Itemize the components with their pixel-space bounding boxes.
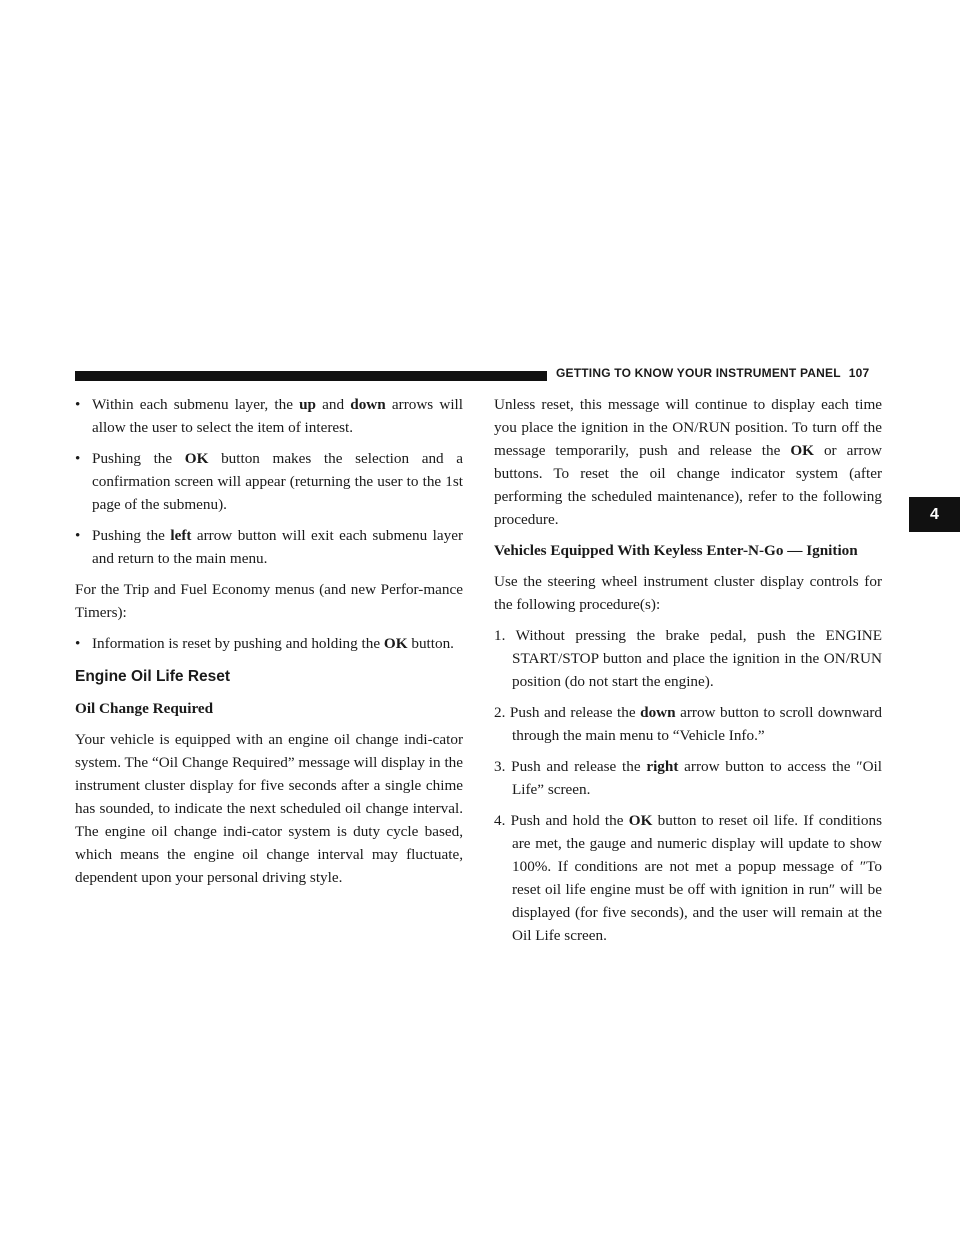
bullet-item	[75, 632, 463, 655]
text: and	[322, 396, 345, 413]
paragraph-unless-reset	[494, 393, 882, 531]
text: Pushing the	[92, 450, 173, 467]
subheading: Oil Change Required	[75, 700, 214, 717]
step-number: 4.	[494, 812, 506, 829]
keyword: OK	[383, 635, 408, 652]
page-number: 107	[848, 366, 870, 380]
keyword: OK	[184, 450, 209, 467]
bullet-mark: •	[75, 396, 81, 413]
section-heading: Engine Oil Life Reset	[75, 668, 231, 685]
running-head	[556, 366, 882, 380]
keyword: right	[646, 758, 679, 775]
text: Push and release the	[509, 704, 636, 721]
text: arrows will allow the user to select the item of interest.	[92, 396, 463, 436]
bullet-item	[75, 393, 463, 439]
text: button makes the selection and a confirmation screen will appear (returning the user to the 1st page of the submenu).	[92, 450, 464, 513]
step-item	[494, 809, 882, 947]
subheading: Vehicles Equipped With Keyless Enter-N-Go — Ignition	[494, 542, 858, 559]
keyword: up	[299, 396, 317, 413]
text: arrow button to scroll downward through the main menu to “Vehicle Info.”	[512, 704, 883, 744]
text: Without pressing the brake pedal, push the ENGINE START/STOP button and place the ignition in the ON/RUN position (do not start the engine).	[512, 627, 883, 690]
bullet-mark: •	[75, 635, 81, 652]
step-item	[494, 701, 882, 747]
step-number: 2.	[494, 704, 506, 721]
step-item	[494, 755, 882, 801]
keyword: OK	[790, 442, 814, 459]
chapter-tab: 4	[909, 497, 960, 532]
text: Within each submenu layer, the	[92, 396, 293, 413]
step-item	[494, 624, 882, 693]
paragraph-oil-change: Your vehicle is equipped with an engine oil change indi-cator system. The “Oil Change Required” message will display in the instrument cluster display for five seconds after a single chime has sounded, to indicate the next scheduled oil change interval. The engine oil change indi-cator system is duty cycle based, which means the engine oil change interval may fluctuate, dependent upon your personal driving style.	[75, 731, 463, 886]
text: Push and release the	[511, 758, 641, 775]
running-head-title: GETTING TO KNOW YOUR INSTRUMENT PANEL	[556, 366, 841, 380]
bullet-mark: •	[75, 527, 81, 544]
step-number: 1.	[494, 627, 506, 644]
header-rule	[75, 371, 547, 381]
keyword: OK	[628, 812, 653, 829]
paragraph-trip: For the Trip and Fuel Economy menus (and new Perfor-mance Timers):	[75, 581, 463, 621]
keyword: left	[170, 527, 192, 544]
bullet-item	[75, 447, 463, 516]
text: Unless reset, this message will continue to display each time you place the ignition in the ON/RUN position. To turn off the message temporarily, push and release the	[494, 396, 882, 459]
text: button.	[411, 635, 454, 652]
text: arrow button will exit each submenu layer and return to the main menu.	[92, 527, 464, 567]
paragraph-use: Use the steering wheel instrument cluster display controls for the following procedure(s):	[494, 573, 882, 613]
text: arrow button to access the ″Oil Life” screen.	[512, 758, 883, 798]
text: Pushing the	[92, 527, 165, 544]
left-column	[75, 393, 463, 889]
right-column	[494, 393, 882, 947]
text: Information is reset by pushing and holding the	[92, 635, 381, 652]
step-number: 3.	[494, 758, 506, 775]
text: button to reset oil life. If conditions are met, the gauge and numeric display will update to show 100%. If conditions are not met a popup message of ″To reset oil life engine must be off with ignition in run″ will be displayed (for five seconds), and the user will remain at the Oil Life screen.	[512, 812, 883, 944]
text: or arrow buttons. To reset the oil change indicator system (after performing the scheduled maintenance), refer to the following procedure.	[494, 442, 883, 528]
keyword: down	[350, 396, 386, 413]
text: Push and hold the	[510, 812, 624, 829]
bullet-mark: •	[75, 450, 81, 467]
bullet-item	[75, 524, 463, 570]
keyword: down	[640, 704, 676, 721]
